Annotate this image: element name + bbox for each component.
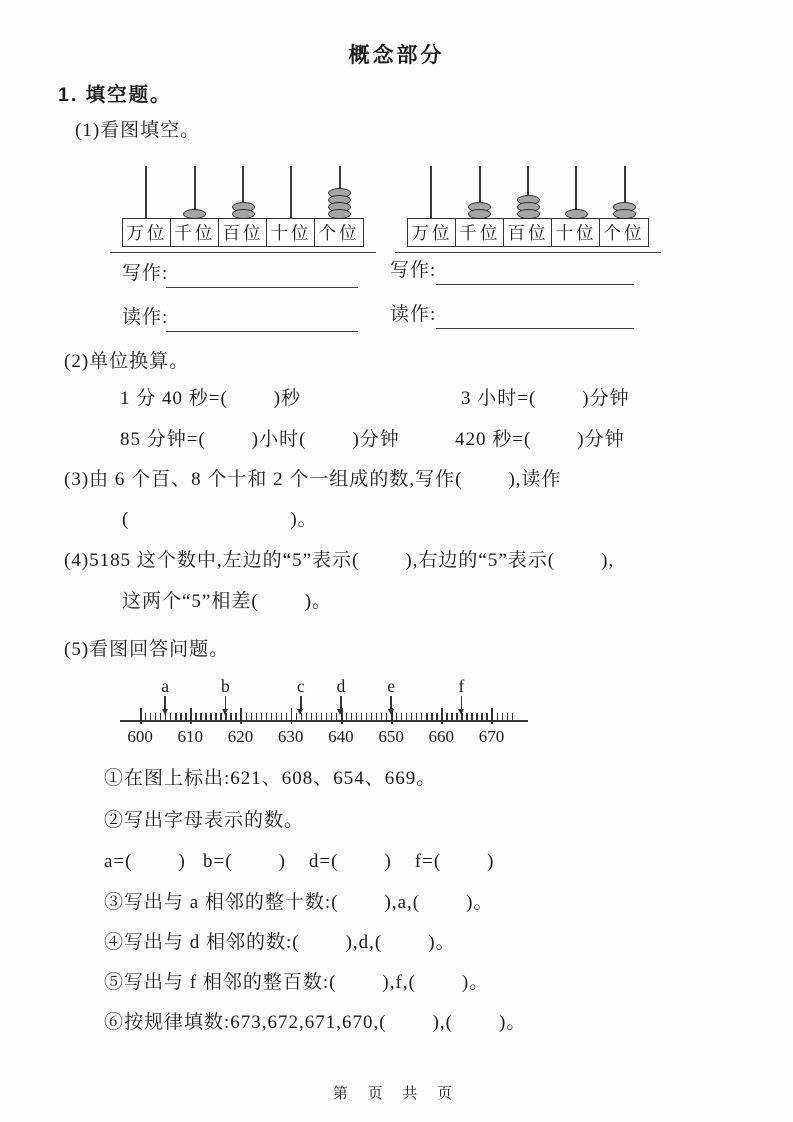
conversion-row2-right: 420 秒=( )分钟: [455, 429, 625, 450]
minor-tick: [331, 713, 332, 720]
minor-tick: [346, 713, 347, 720]
abacus-column: [407, 166, 455, 218]
place-value-label: 十位: [551, 218, 601, 247]
minor-tick: [426, 713, 427, 720]
abacus-column: [122, 166, 170, 218]
part-3-line-1: (3)由 6 个百、8 个十和 2 个一组成的数,写作( ),读作: [64, 469, 562, 490]
minor-tick: [497, 713, 498, 720]
abacus-rod: [145, 166, 147, 218]
number-line-axis: [120, 720, 528, 722]
point-arrow-shaft: [225, 696, 227, 709]
place-value-label: 个位: [314, 218, 364, 247]
abacus-base: [395, 252, 661, 253]
minor-tick: [371, 713, 372, 720]
page-footer: 第 页 共 页: [332, 1086, 461, 1102]
minor-tick: [431, 713, 432, 720]
minor-tick: [512, 713, 513, 720]
minor-tick: [326, 713, 327, 720]
tick-label: 640: [328, 727, 354, 746]
tick-label: 620: [227, 727, 254, 746]
point-arrow-head: [458, 709, 464, 715]
abacus-column: [267, 166, 315, 218]
tick-label: 660: [428, 727, 455, 746]
read-as-blank-right: [436, 328, 634, 329]
minor-tick: [150, 713, 151, 720]
place-value-label: 百位: [218, 218, 268, 247]
minor-tick: [486, 713, 487, 720]
minor-tick: [276, 713, 277, 720]
read-as-label-left: 读作:: [122, 307, 169, 328]
abacus-bead: [613, 209, 636, 219]
point-arrow-head: [388, 709, 394, 715]
minor-tick: [311, 713, 312, 720]
subitem-3-letter-values: a=( ) b=( ) d=( ) f=( ): [104, 851, 495, 872]
point-letter: c: [296, 676, 305, 696]
major-tick: [441, 708, 443, 724]
minor-tick: [507, 713, 508, 720]
conversion-row1-left: 1 分 40 秒=( )秒: [120, 388, 302, 409]
minor-tick: [466, 713, 467, 720]
place-value-label: 万位: [407, 218, 457, 247]
minor-tick: [256, 713, 257, 720]
point-letter: a: [161, 676, 170, 696]
point-arrow-head: [297, 709, 303, 715]
minor-tick: [316, 713, 317, 720]
abacus-rods: [122, 166, 364, 218]
abacus-bead: [328, 209, 351, 219]
tick-label: 650: [378, 727, 404, 746]
minor-tick: [261, 713, 262, 720]
write-as-label-left: 写作:: [122, 263, 169, 284]
point-letter: b: [221, 676, 230, 696]
subitem-4: ③写出与 a 相邻的整十数:( ),a,( )。: [104, 892, 494, 913]
point-letter: e: [387, 676, 395, 696]
minor-tick: [286, 713, 287, 720]
place-value-label: 千位: [455, 218, 505, 247]
minor-tick: [155, 713, 156, 720]
tick-label: 630: [277, 727, 304, 746]
subitem-7: ⑥按规律填数:673,672,671,670,( ),( )。: [104, 1012, 527, 1033]
part-1-label: (1)看图填空。: [75, 120, 201, 141]
minor-tick: [436, 713, 437, 720]
place-value-label: 千位: [170, 218, 220, 247]
abacus-column: [601, 166, 649, 218]
minor-tick: [451, 713, 452, 720]
abacus-right-figure: [407, 166, 649, 253]
place-value-label: 个位: [599, 218, 649, 247]
minor-tick: [200, 713, 201, 720]
minor-tick: [306, 713, 307, 720]
subitem-5: ④写出与 d 相邻的数:( ),d,( )。: [104, 932, 456, 953]
abacus-bead-stack: [601, 205, 649, 219]
minor-tick: [396, 713, 397, 720]
abacus-bead: [565, 209, 588, 219]
abacus-bead-stack: [170, 212, 218, 219]
minor-tick: [145, 713, 146, 720]
minor-tick: [401, 713, 402, 720]
major-tick: [491, 708, 493, 724]
part-3-line-2: ( )。: [122, 509, 318, 530]
minor-tick: [481, 713, 482, 720]
point-arrow-head: [337, 709, 343, 715]
place-value-label: 百位: [503, 218, 553, 247]
minor-tick: [502, 713, 503, 720]
minor-tick: [421, 713, 422, 720]
abacus-column: [552, 166, 600, 218]
place-value-label: 万位: [122, 218, 172, 247]
tick-label: 610: [177, 727, 204, 746]
minor-tick: [361, 713, 362, 720]
abacus-base: [110, 252, 376, 253]
abacus-bead-stack: [455, 205, 503, 219]
point-arrow-shaft: [164, 696, 166, 709]
abacus-bead-stack: [219, 205, 267, 219]
write-as-blank-left: [166, 287, 358, 288]
point-arrow-shaft: [390, 696, 392, 709]
abacus-bead-stack: [552, 212, 600, 219]
minor-tick: [281, 713, 282, 720]
minor-tick: [230, 713, 231, 720]
minor-tick: [476, 713, 477, 720]
write-as-blank-right: [436, 284, 634, 285]
point-letter: f: [458, 676, 465, 696]
minor-tick: [366, 713, 367, 720]
abacus-column: [219, 166, 267, 218]
minor-tick: [205, 713, 206, 720]
minor-tick: [210, 713, 211, 720]
abacus-column: [170, 166, 218, 218]
abacus-rod: [430, 166, 432, 218]
minor-tick: [471, 713, 472, 720]
tick-label: 600: [127, 727, 153, 746]
section-title: 概念部分: [348, 44, 445, 67]
minor-tick: [246, 713, 247, 720]
minor-tick: [376, 713, 377, 720]
read-as-label-right: 读作:: [390, 304, 437, 325]
conversion-row1-right: 3 小时=( )分钟: [461, 388, 630, 409]
minor-tick: [215, 713, 216, 720]
point-arrow-head: [162, 709, 168, 715]
minor-tick: [271, 713, 272, 720]
minor-tick: [351, 713, 352, 720]
minor-tick: [411, 713, 412, 720]
major-tick: [240, 708, 242, 724]
part-5-label: (5)看图回答问题。: [64, 639, 230, 660]
point-arrow-shaft: [300, 696, 302, 709]
minor-tick: [170, 713, 171, 720]
major-tick: [190, 708, 192, 724]
abacus-column: [455, 166, 503, 218]
subitem-1: ①在图上标出:621、608、654、669。: [104, 768, 437, 789]
abacus-rod: [290, 166, 292, 218]
conversion-row2-left: 85 分钟=( )小时( )分钟: [120, 429, 400, 450]
part-2-label: (2)单位换算。: [64, 351, 190, 372]
minor-tick: [175, 713, 176, 720]
minor-tick: [381, 713, 382, 720]
abacus-left-figure: [122, 166, 364, 253]
subitem-6: ⑤写出与 f 相邻的整百数:( ),f,( )。: [104, 972, 490, 993]
number-line-figure: [120, 676, 534, 752]
point-arrow-shaft: [461, 696, 463, 709]
point-arrow-shaft: [340, 696, 342, 709]
abacus-bead: [517, 209, 540, 219]
abacus-column: [504, 166, 552, 218]
point-arrow-head: [222, 709, 228, 715]
read-as-blank-left: [166, 331, 358, 332]
abacus-bead-stack: [316, 191, 364, 219]
abacus-place-cells: [122, 218, 364, 247]
abacus-rods: [407, 166, 649, 218]
part-4-line-1: (4)5185 这个数中,左边的“5”表示( ),右边的“5”表示( ),: [64, 550, 615, 571]
write-as-label-right: 写作:: [390, 260, 437, 281]
abacus-bead: [232, 209, 255, 219]
abacus-bead-stack: [504, 198, 552, 219]
tick-label: 670: [478, 727, 505, 746]
major-tick: [291, 708, 293, 724]
abacus-column: [316, 166, 364, 218]
point-letter: d: [336, 676, 346, 696]
subitem-2: ②写出字母表示的数。: [104, 810, 305, 831]
abacus-bead: [468, 209, 491, 219]
minor-tick: [266, 713, 267, 720]
minor-tick: [251, 713, 252, 720]
minor-tick: [185, 713, 186, 720]
part-4-line-2: 这两个“5”相差( )。: [122, 591, 333, 612]
minor-tick: [180, 713, 181, 720]
minor-tick: [195, 713, 196, 720]
minor-tick: [416, 713, 417, 720]
abacus-place-cells: [407, 218, 649, 247]
question-1-heading: 1. 填空题。: [58, 84, 172, 106]
minor-tick: [235, 713, 236, 720]
minor-tick: [406, 713, 407, 720]
place-value-label: 十位: [266, 218, 316, 247]
minor-tick: [356, 713, 357, 720]
minor-tick: [321, 713, 322, 720]
minor-tick: [446, 713, 447, 720]
abacus-bead: [183, 209, 206, 219]
major-tick: [140, 708, 142, 724]
